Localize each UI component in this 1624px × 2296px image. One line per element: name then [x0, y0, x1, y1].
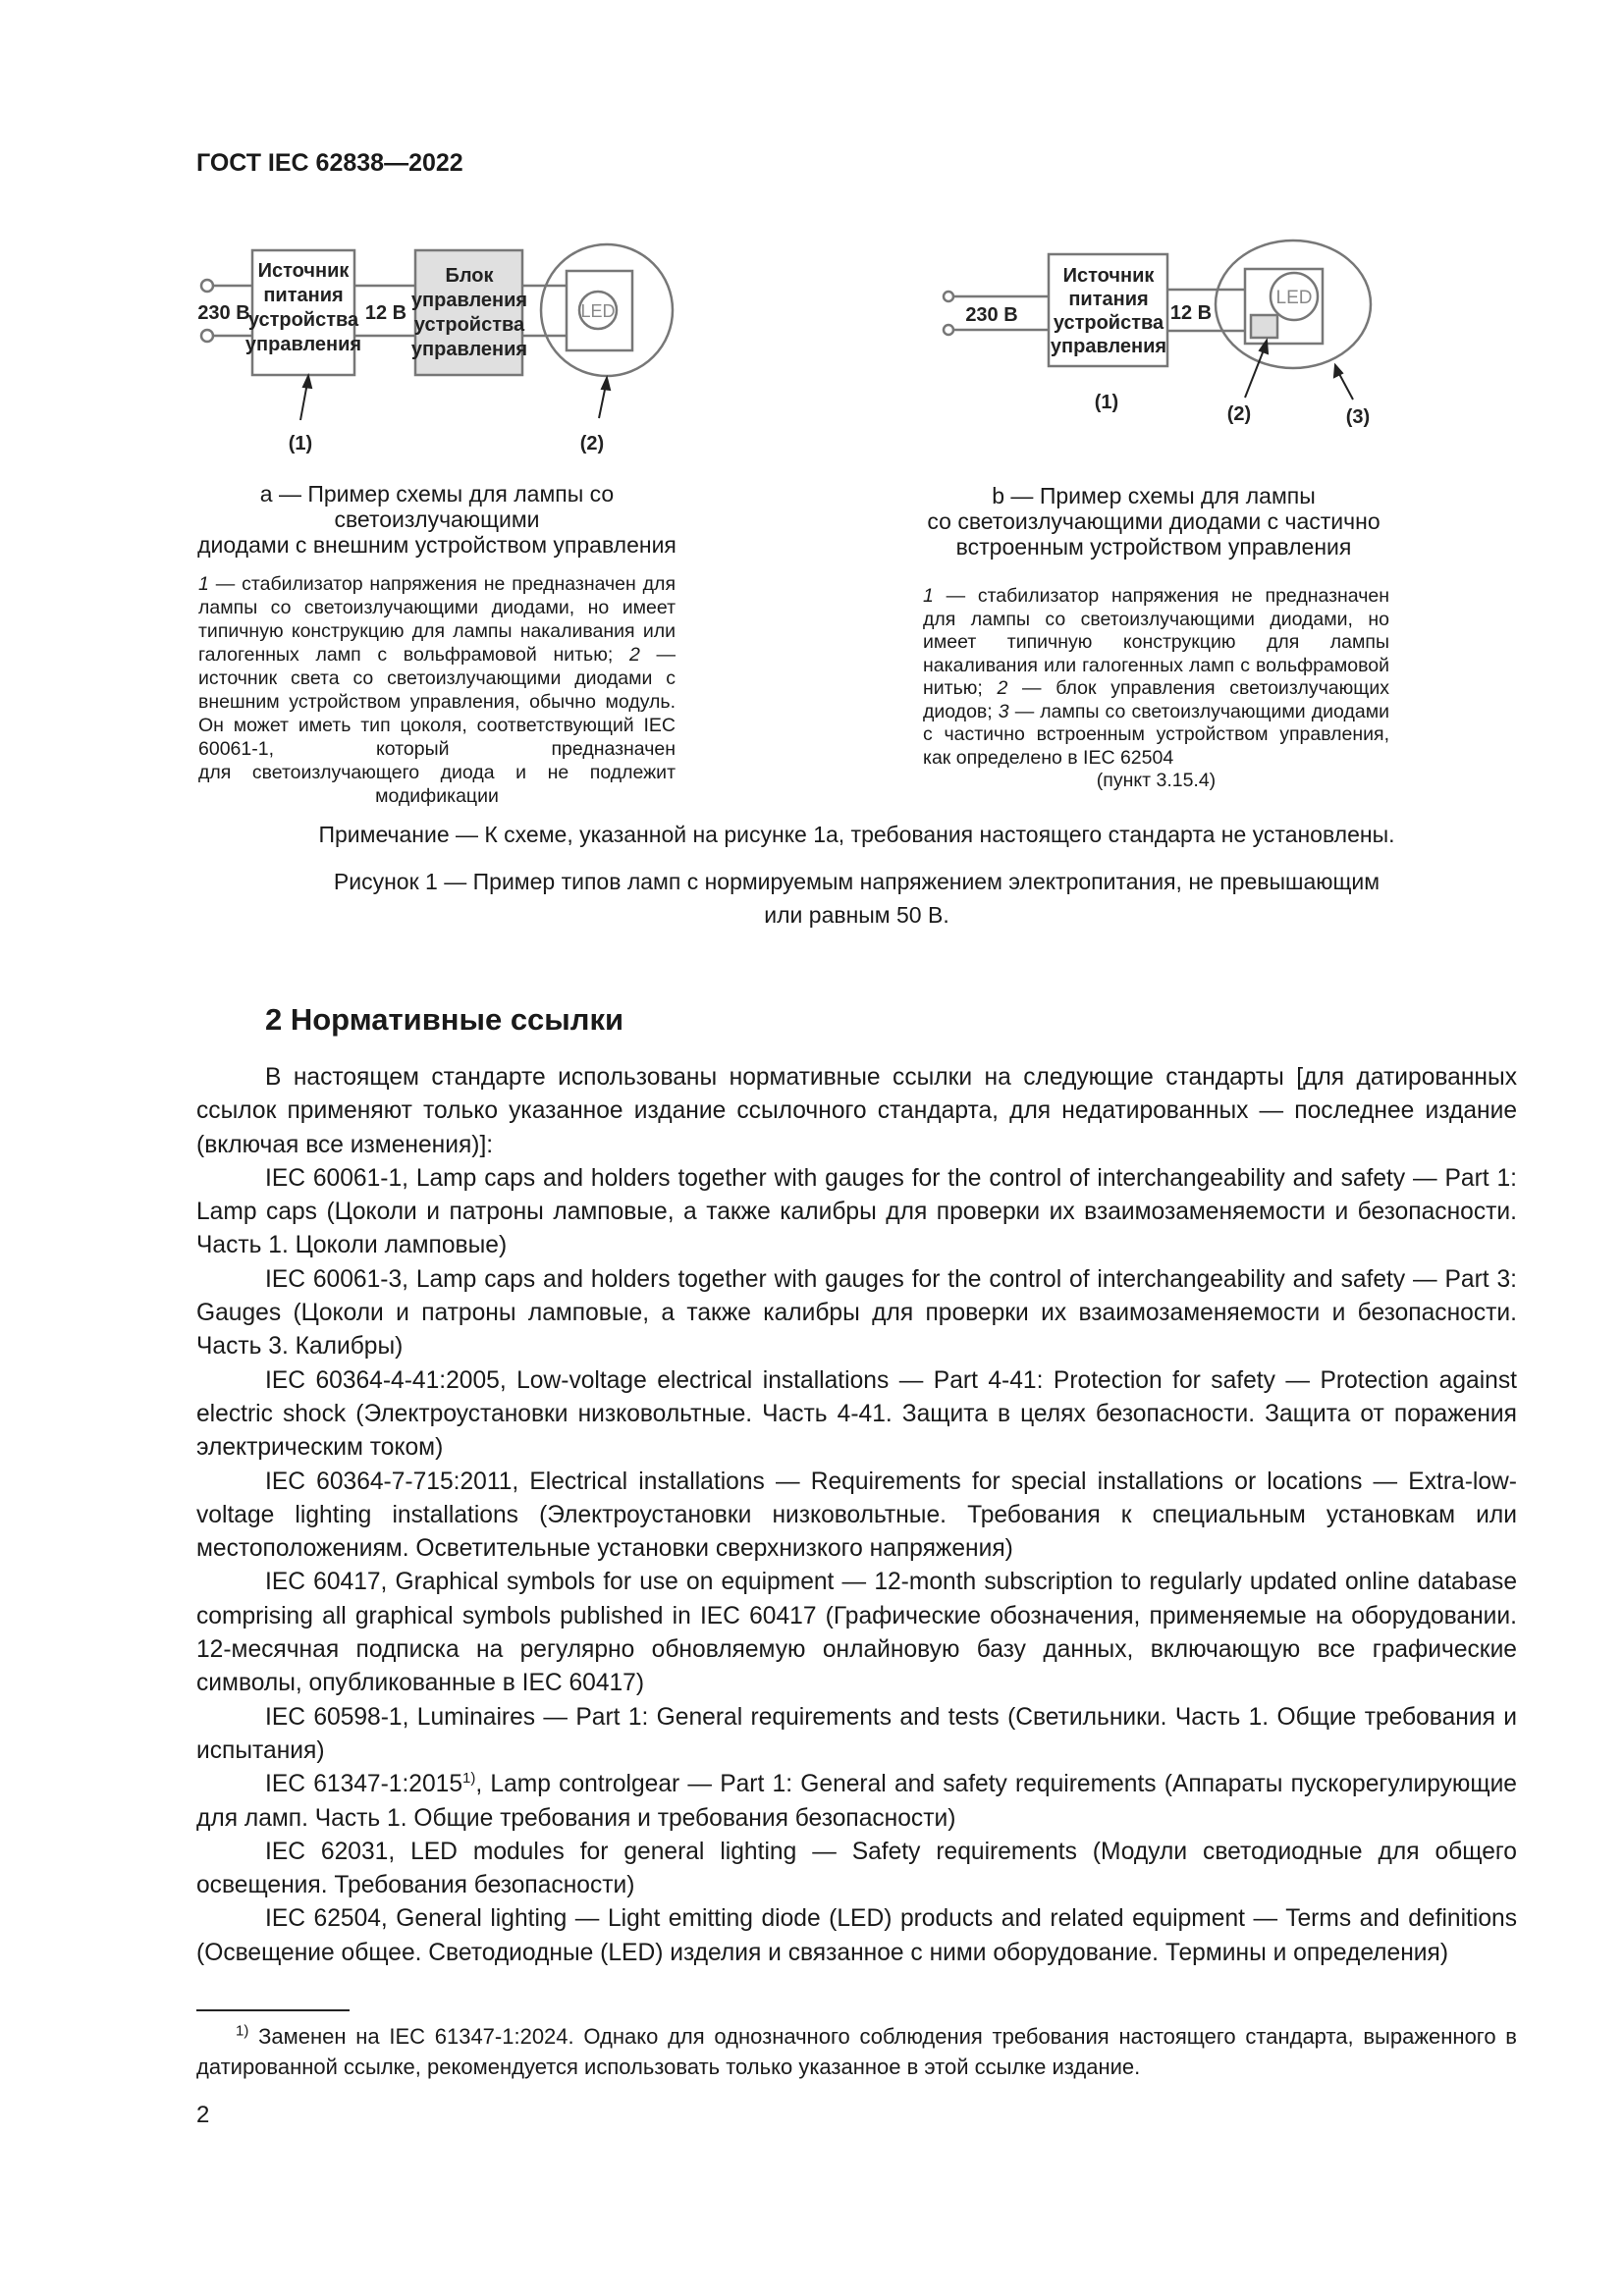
legend-text: — блок управления светоизлучающих диодов;	[923, 677, 1389, 722]
terminal-icon	[201, 280, 213, 292]
reference-text: , Lamp controlgear — Part 1: General and safety requirements (Аппараты пускорегулирующие для ламп. Часть 1. Общие требования и требования безопасности)	[196, 1771, 1517, 1832]
footnote-marker: 1)	[236, 2022, 249, 2040]
section-heading: 2 Нормативные ссылки	[265, 1002, 624, 1037]
box-label: Блок	[445, 265, 494, 287]
box-label: управления	[410, 290, 528, 311]
caption-line: встроенным устройством управления	[955, 534, 1352, 560]
caption-line: b — Пример схемы для лампы	[992, 483, 1316, 508]
reference-item: IEC 60061-3, Lamp caps and holders together with gauges for the control of interchangeability and safety — Part 3: Gauges (Цоколи и патроны ламповые, а также калибры для проверки их взаимозаменяемости и безопасности. Часть 3. Калибры)	[196, 1265, 1517, 1361]
led-label: LED	[580, 301, 616, 321]
footnote-divider	[196, 2009, 350, 2011]
box-label: устройства	[1053, 312, 1164, 334]
reference-item: IEC 60598-1, Luminaires — Part 1: General requirements and tests (Светильники. Часть 1. Общие требования и испытания)	[196, 1703, 1517, 1764]
reference-item: IEC 60417, Graphical symbols for use on equipment — 12-month subscription to regularly updated online database comprising all graphical symbols published in IEC 60417 (Графические обозначения, применяемые на оборудовании. 12-месячная подписка на регулярно обновляемую онлайновую базу данных, включающую все графические символы, опубликованные в IEC 60417)	[196, 1569, 1517, 1697]
legend-text: для светоизлучающего диода и не подлежит модификации	[198, 762, 676, 807]
callout-3: (3)	[1345, 406, 1371, 428]
caption-b	[913, 483, 1394, 560]
legend-number: 1	[923, 585, 934, 607]
callout-1: (1)	[288, 433, 313, 454]
box-label: питания	[263, 285, 344, 306]
footnote	[196, 2021, 1517, 2082]
document-header: ГОСТ IEC 62838—2022	[196, 149, 463, 177]
led-label: LED	[1275, 288, 1313, 308]
callout-2: (2)	[1226, 403, 1252, 425]
section-body	[196, 1061, 1517, 1970]
output-voltage-label: 12 В	[364, 302, 407, 324]
figure-title-line: Рисунок 1 — Пример типов ламп с нормируемым напряжением электропитания, не превышающим	[333, 869, 1380, 894]
legend-text: — источник света со светоизлучающими диодами с внешним устройством управления, обычно модуль. Он может иметь тип цоколя, соответствующий IEC 60061-1, который предназначен	[198, 644, 676, 760]
caption-line: диодами с внешним устройством управления	[197, 532, 677, 558]
page-number: 2	[196, 2102, 210, 2129]
figure-note: Примечание — К схеме, указанной на рисунке 1a, требования настоящего стандарта не установлены.	[318, 822, 1395, 847]
legend-b	[923, 572, 1389, 793]
reference-item: IEC 62031, LED modules for general lighting — Safety requirements (Модули светодиодные для общего освещения. Требования безопасности)	[196, 1838, 1517, 1899]
legend-text: — лампы со светоизлучающими диодами с частично встроенным устройством управления, как определено в IEC 62504	[923, 700, 1389, 769]
terminal-icon	[944, 292, 953, 301]
reference-code: IEC 61347-1:2015	[265, 1771, 463, 1798]
legend-text: — стабилизатор напряжения не предназначен для лампы со светоизлучающими диодами, но имеет типичную конструкцию для лампы накаливания или галогенных ламп с вольфрамовой нитью;	[198, 573, 676, 666]
legend-text: (пункт 3.15.4)	[1096, 770, 1217, 791]
legend-a	[198, 572, 676, 808]
box-label: управления	[410, 339, 528, 360]
reference-item: IEC 60364-7-715:2011, Electrical installations — Requirements for special installations or locations — Extra-low-voltage lighting installations (Электроустановки низковольтные. Требования к специальным установкам или местоположениям. Осветительные установки сверхнизкого напряжения)	[196, 1468, 1517, 1563]
paragraph: В настоящем стандарте использованы нормативные ссылки на следующие стандарты [для датированных ссылок применяют только указанное издание ссылочного стандарта, для недатированных — последнее издание (включая все изменения)]:	[196, 1064, 1517, 1158]
reference-item: IEC 60364-4-41:2005, Low-voltage electrical installations — Part 4-41: Protection for safety — Protection against electric shock (Электроустановки низковольтные. Часть 4-41. Защита в целях безопасности. Защита от поражения электрическим током)	[196, 1366, 1517, 1462]
box-label: Источник	[1062, 265, 1155, 287]
box-label: питания	[1068, 289, 1149, 310]
legend-number: 2	[997, 677, 1008, 699]
terminal-icon	[201, 330, 213, 342]
legend-text: — стабилизатор напряжения не предназначен для лампы со светоизлучающими диодами, но имеет типичную конструкцию для лампы накаливания или галогенных ламп с вольфрамовой нитью;	[923, 585, 1389, 699]
figure-title	[196, 865, 1517, 932]
callout-1: (1)	[1094, 392, 1119, 413]
legend-number: 1	[198, 573, 209, 595]
figure-diagrams	[0, 0, 1624, 471]
footnote-text: Заменен на IEC 61347-1:2024. Однако для однозначного соблюдения требования настоящего стандарта, выраженного в датированной ссылке, рекомендуется использовать только указанное в этой ссылке издание.	[196, 2024, 1517, 2080]
reference-item	[196, 1768, 1517, 1836]
reference-item: IEC 60061-1, Lamp caps and holders together with gauges for the control of interchangeability and safety — Part 1: Lamp caps (Цоколи и патроны ламповые, а также калибры для проверки их взаимозаменяемости и безопасности. Часть 1. Цоколи ламповые)	[196, 1164, 1517, 1259]
reference-item: IEC 62504, General lighting — Light emitting diode (LED) products and related equipment — Terms and definitions (Освещение общее. Светодиодные (LED) изделия и связанное с ними оборудование. Термины и определения)	[196, 1905, 1517, 1966]
box-label: Источник	[257, 260, 350, 282]
input-voltage-label: 230 В	[965, 304, 1018, 326]
figure-legends	[196, 572, 1517, 808]
legend-number: 2	[628, 644, 640, 666]
input-voltage-label: 230 В	[197, 302, 250, 324]
integrated-control-unit	[1251, 315, 1277, 338]
figure-title-line: или равным 50 В.	[764, 902, 949, 928]
page-flow	[196, 572, 1517, 2129]
terminal-icon	[944, 325, 953, 335]
caption-line: со светоизлучающими диодами с частично	[927, 508, 1380, 534]
callout-2: (2)	[579, 433, 605, 454]
output-voltage-label: 12 В	[1169, 302, 1213, 324]
caption-line: a — Пример схемы для лампы со светоизлучающими	[259, 481, 615, 532]
footnote-marker[interactable]: 1)	[462, 1770, 476, 1788]
box-label: управления	[1050, 336, 1167, 357]
box-label: управления	[244, 334, 362, 355]
legend-number: 3	[998, 700, 1009, 722]
box-label: устройства	[247, 309, 359, 331]
box-label: устройства	[413, 314, 525, 336]
caption-a	[196, 481, 677, 558]
